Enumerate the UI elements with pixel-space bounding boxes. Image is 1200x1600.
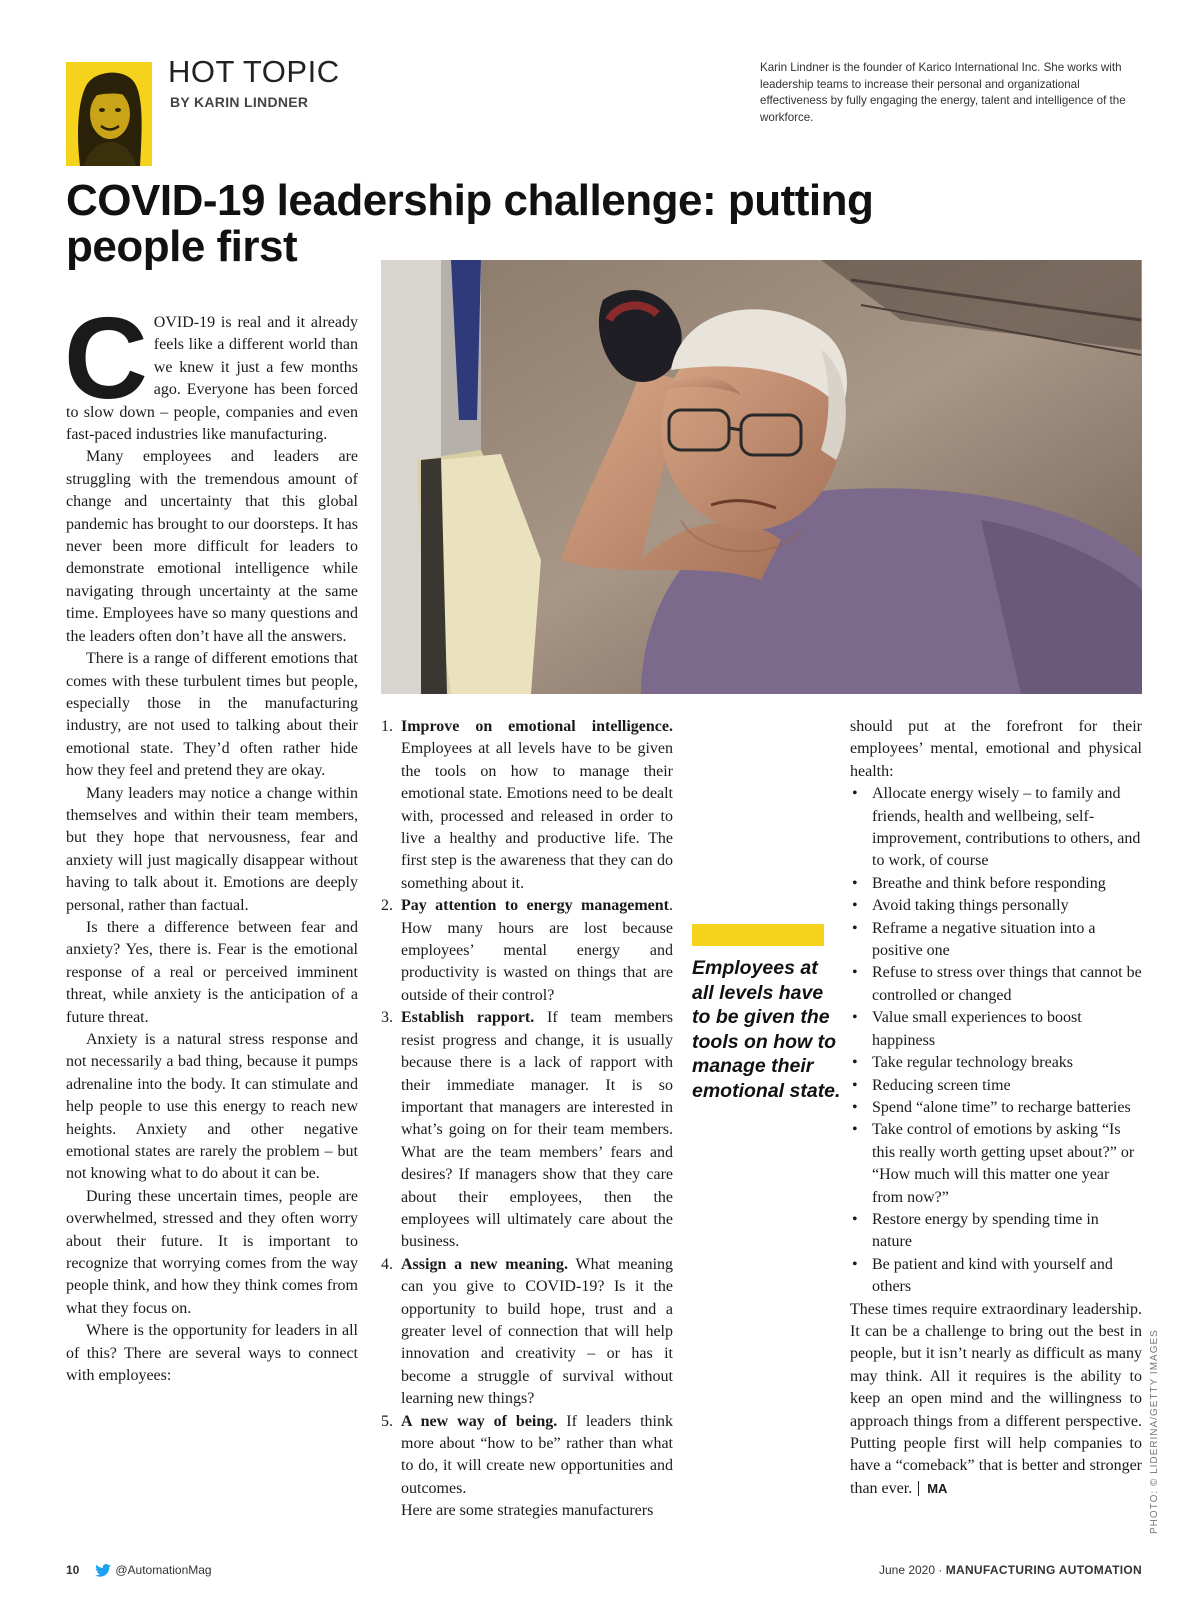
list-item: • Be patient and kind with yourself and others xyxy=(852,1255,1113,1296)
paragraph-2: Many employees and leaders are struggling with the tremendous amount of change and uncertainty that this global pandemic has brought to our doorsteps. It has never been more difficult for leaders to demonstrate emotional intelligence while navigating through uncertainty at the same time. Employees have so many questions and the leaders often don’t have all the answers. xyxy=(66,448,358,645)
end-mark: MA xyxy=(918,1481,947,1496)
list-item: • Breathe and think before responding xyxy=(852,874,1106,892)
numbered-list xyxy=(381,716,673,1500)
paragraph-1: COVID-19 is real and it already feels like a different world than we knew it just a few months ago. Everyone has been forced to slow down – people, companies and even fast-paced industries like manufacturing. xyxy=(64,293,358,444)
footer-right xyxy=(879,1563,1142,1577)
author-bio: Karin Lindner is the founder of Karico International Inc. She works with leadership teams to increase their personal and organizational effectiveness by fully engaging the energy, talent and intelligence of the workforce. xyxy=(760,61,1126,124)
headline: COVID-19 leadership challenge: putting people first xyxy=(66,176,874,271)
pull-quote-accent-bar xyxy=(692,924,824,946)
list-item: 5. A new way of being. If leaders think more about “how to be” rather than what to do, it will create new opportunities and outcomes. xyxy=(381,1412,673,1497)
list-item: • Allocate energy wisely – to family and friends, health and wellbeing, self-improvement, contributions to others, and to work, of course xyxy=(852,785,1141,870)
section-label: HOT TOPIC xyxy=(168,54,340,89)
list-item: • Reframe a negative situation into a positive one xyxy=(852,919,1096,960)
list-item: 3. Establish rapport. If team members resist progress and change, it is usually because there is a lack of rapport with their immediate manager. It is so important that managers are interested in what’s going on for their team members. What are the team members’ fears and desires? If managers show that they care about their employees, then the employees will ultimately care about the business. xyxy=(381,1009,673,1251)
list-item: 4. Assign a new meaning. What meaning can you give to COVID-19? Is it the opportunity to build hope, trust and a greater level of connection that will help innovation and creativity – or has it become a struggle of survival without learning new things? xyxy=(381,1255,674,1408)
publication-name: MANUFACTURING AUTOMATION xyxy=(945,1563,1142,1577)
paragraph-8: Where is the opportunity for leaders in all of this? There are several ways to connect with employees: xyxy=(66,1322,358,1385)
twitter-handle: @AutomationMag xyxy=(115,1563,212,1577)
paragraph-7: During these uncertain times, people are overwhelmed, stressed and they often worry about their future. It is important to recognize that worrying comes from the way people think, and how they think comes from what they focus on. xyxy=(66,1187,358,1317)
list-item: • Take control of emotions by asking “Is this really worth getting upset about?” or “How much will this matter one year from now?” xyxy=(852,1121,1135,1206)
list-item: • Reducing screen time xyxy=(852,1076,1011,1094)
photo-credit: PHOTO: © LIDERINA/GETTY IMAGES xyxy=(1149,1329,1160,1534)
bullet-list xyxy=(850,783,1142,1298)
list-item: • Refuse to stress over things that cannot be controlled or changed xyxy=(852,964,1142,1004)
byline: BY KARIN LINDNER xyxy=(170,94,309,110)
paragraph-4: Many leaders may notice a change within themselves and within their team members, but they hope that nervousness, fear and anxiety will just magically disappear without having to talk about it. Emotions are deeply personal, rather than factual. xyxy=(66,784,358,914)
bullets-intro: should put at the forefront for their employees’ mental, emotional and physical health: xyxy=(850,718,1142,780)
drop-cap: C xyxy=(64,293,148,423)
list-item: • Restore energy by spending time in nature xyxy=(852,1210,1099,1251)
article-column-3 xyxy=(850,716,1142,1500)
list-continuation: Here are some strategies manufacturers xyxy=(401,1502,654,1520)
paragraph-3: There is a range of different emotions that comes with these turbulent times but people, especially those in the manufacturing industry, are not used to talking about their emotional state. They’d often rather hide how they feel and pretend they are okay. xyxy=(66,650,358,780)
list-item: • Spend “alone time” to recharge batteries xyxy=(852,1098,1131,1116)
page-number: 10 xyxy=(66,1563,80,1577)
issue-date: June 2020 · xyxy=(878,1563,943,1577)
paragraph-6: Anxiety is a natural stress response and not necessarily a bad thing, because it pumps adrenaline into the body. It can stimulate and help people to use this energy to reach new heights. Anxiety and other negative emotional states are rarely the problem – but not knowing what to do about it can be. xyxy=(66,1031,358,1183)
list-item: • Take regular technology breaks xyxy=(852,1054,1074,1072)
paragraph-5: Is there a difference between fear and anxiety? Yes, there is. Fear is the emotional response of a real or perceived imminent threat, while anxiety is the anticipation of a future threat. xyxy=(66,918,358,1026)
footer-left xyxy=(66,1563,212,1577)
article-column-2 xyxy=(381,716,673,1523)
closing-paragraph: These times require extraordinary leadership. It can be a challenge to bring out the best in people, but it isn’t nearly as difficult as many may think. All it requires is the ability to keep an open mind and the willingness to approach things from a different perspective. Putting people first will help companies to have a “comeback” that is better and stronger than ever. MA xyxy=(850,1300,1142,1497)
list-item: • Avoid taking things personally xyxy=(852,897,1069,915)
list-item: 1. Improve on emotional intelligence. Employees at all levels have to be given the tools on how to manage their emotional state. Emotions need to be dealt with, processed and released in order to live a healthy and productive life. The first step is the awareness that they can do something about it. xyxy=(381,718,673,892)
hero-photo xyxy=(381,260,1142,694)
pull-quote: Employees at all levels have to be given the tools on how to manage their emotional state. xyxy=(692,957,841,1102)
author-photo xyxy=(66,62,152,166)
article-column-1 xyxy=(64,293,358,1388)
twitter-bird-icon xyxy=(95,1564,111,1577)
list-item: 2. Pay attention to energy management. How many hours are lost because employees’ mental energy and productivity is wasted on things that are outside of their control? xyxy=(381,897,673,1004)
list-item: • Value small experiences to boost happiness xyxy=(852,1009,1082,1049)
